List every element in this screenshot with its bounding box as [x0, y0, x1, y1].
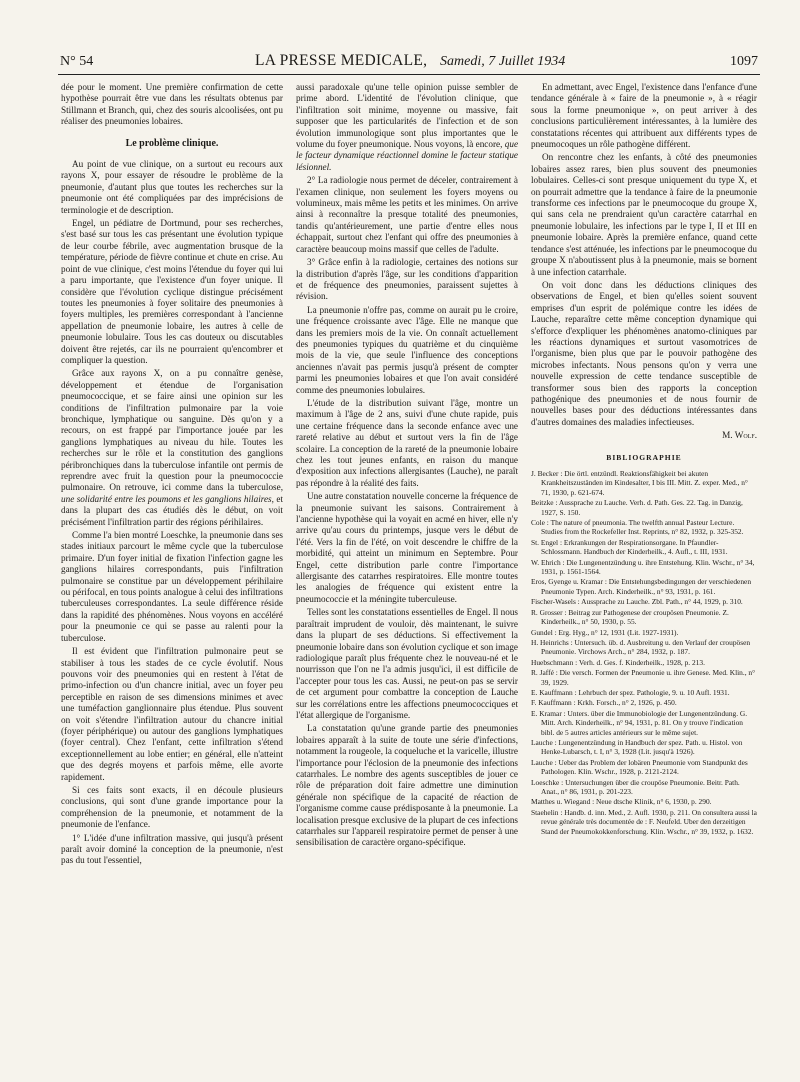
paragraph: On rencontre chez les enfants, à côté des pneumonies lobaires assez rares, bien plus souvent des pneumonies lobulaires. Celles-ci sont presque uniquement du type X, et on pourrait admettre que la tendance à faire de la pneumonie transforme ces infections par le pneumocoque du groupe X, qui sans cela ne prendraient qu'un caractère catarrhal en pneumonie lobulaire, les infections par le type I, II et III en pneumonie lobaire. Après la première enfance, quand cette tendance s'est atténuée, les infections par le pneumocoque du groupe X n'aboutissent plus à la pneumonie, mais se bornent à une infection catarrhale.: [531, 152, 757, 277]
text-run: aussi paradoxale qu'une telle opinion puisse sembler de prime abord. L'identité de l'évolution clinique, que l'infiltration soit minime, moyenne ou massive, fait supposer que les particularités de l'infection et de son évolution immunologique sont plus importantes que le volume du foyer pneumonique. Nous voyons, là encore,: [296, 82, 518, 150]
paragraph: Au point de vue clinique, on a surtout eu recours aux rayons X, pour essayer de résoudre le problème de la pneumonie, d'autant plus que toutes les recherches sur la pneumonie ont été compliquées par des imprécisions de terminologie et de description.: [61, 159, 283, 215]
bibliography-entry: W. Ehrich : Die Lungenentzündung u. ihre Entstehung. Klin. Wschr., n° 34, 1931, p. 1561-1564.: [531, 557, 755, 577]
bibliography-entry: Matthes u. Wiegand : Neue dtsche Klinik, n° 6, 1930, p. 290.: [531, 797, 712, 807]
bibliography-entry: Beitzke : Aussprache zu Lauche. Verh. d. Path. Ges. 22. Tag. in Danzig, 1927, S. 150.: [531, 498, 743, 517]
bibliography-entry: R. Jaffé : Die versch. Formen der Pneumonie u. ihre Genese. Med. Klin., n° 39, 1929.: [531, 668, 756, 687]
bibliography-entry: Gundel : Erg. Hyg., n° 12, 1931 (Lit. 1927-1931).: [531, 627, 679, 637]
page-number: 1097: [730, 54, 758, 69]
bibliography-entry: Staehelin : Handb. d. inn. Med., 2. Aufl. 1930, p. 211. On consultera aussi la revue générale très documentée de : F. Neufeld. Uber den derzeitigen Stand der Pneumokokkenforschung. Klin. Wschr., n° 39, 1932, p. 1632.: [531, 807, 757, 836]
bibliography-entry: F. Kauffmann : Krkh. Forsch., n° 2, 1926, p. 450.: [531, 698, 677, 708]
paragraph: 2° La radiologie nous permet de déceler, contrairement à l'examen clinique, non seulement les foyers moyens ou volumineux, mais même les petits et les minimes. On arrive ainsi à reconnaître la presque totalité des pneumonies, tandis qu'antérieurement, une partie d'entre elles nous échappait, surtout chez l'enfant qui offre des pneumonies à caractère beaucoup moins massif que celles de l'adulte.: [296, 175, 518, 254]
paragraph: Si ces faits sont exacts, il en découle plusieurs conclusions, qui sont d'une grande importance pour la compréhension de la pneumonie, et notamment de la pneumonie de l'enfance.: [61, 784, 283, 830]
section-heading: Le problème clinique.: [125, 137, 219, 149]
paragraph: La constatation qu'une grande partie des pneumonies lobaires apparaît à la suite de toute une série d'infections, notamment la rougeole, la coqueluche et la varicelle, illustre l'importance pour l'éclosion de la pneumonie des infections catarrhales. Le nombre des agents susceptibles de jouer ce rôle de préparation doit faire admettre une diminution générale non spécifique de la capacité de réaction de l'organisme comme cause prédisposante à la pneumonie. La localisation presque exclusive de la plupart de ces infections catarrhales sur l'appareil respiratoire permet de penser à une sensibilisation de caractère organo-spécifique.: [296, 723, 518, 848]
bibliography-entry: St. Engel : Erkrankungen der Respirationsorgane. In Pfaundler-Schlossmann. Handbuch der Kinderheilk., 4. Aufl., t. III, 1931.: [531, 537, 728, 557]
emphasis: une solidarité entre les poumons et les ganglions hilaires,: [61, 493, 274, 504]
paragraph: [296, 82, 518, 173]
issue-date: Samedi, 7 Juillet 1934: [440, 54, 566, 69]
header-rule: [58, 74, 760, 75]
text-run: Grâce aux rayons X, on a pu connaître genèse, développement et étendue de l'organisation pneumococcique, et se faire ainsi une opinion sur les conditions de l'infiltration pulmonaire par la voie bronchique, lymphatique ou sanguine. Dès qu'on y a recours, on est frappé par l'importance jouée par les ganglions lymphatiques au niveau du hile. Toutes les recherches sur le rôle et la constitution des ganglions péribronchiques dans la tuberculose infantile ont permis de reprendre avec fruit la question pour la pneumococcie pulmonaire. On retrouve, ici comme dans la tuberculose,: [61, 368, 283, 493]
paragraph: Comme l'a bien montré Loeschke, la pneumonie dans ses stades initiaux parcourt le même cycle que la tuberculose primaire. D'un foyer initial de fixation l'infection gagne les ganglions hilaires correspondants, puis l'infiltration pulmonaire se constitue par un développement périhilaire ou périfocal, en tous points analogue à celui des infiltrations tuberculeuses correspondantes. La seule différence réside dans la rapidité des phénomènes. Nous voyons en accéléré pour la pneumonie ce qui se passe au ralenti pour la tuberculose.: [61, 530, 283, 643]
bibliography-entry: Eros, Gyenge u. Kramar : Die Entstehungsbedingungen der verschiedenen Pneumonie Typen. Arch. Kinderheilk., n° 93, 1931, p. 161.: [531, 577, 752, 596]
text-run: et dans la plupart des cas étudiés dès le début, on voit précisément l'infiltration partir des régions périhilaires.: [61, 493, 283, 527]
bibliography-entry: J. Becker : Die örtl. entzündl. Reaktionsfähigkeit bei akuten Krankheitszuständen im Kindesalter, I bis III. Mitt. Z. exper. Med., n° 71, 1930, p. 621-674.: [531, 469, 748, 497]
bibliography-entry: Cole : The nature of pneumonia. The twelfth annual Pasteur Lecture. Studies from the Rockefeller Inst. Reprints, n° 82, 1932, p. 325-352.: [531, 518, 744, 537]
paragraph: Engel, un pédiatre de Dortmund, pour ses recherches, s'est basé sur tous les cas présentant une évolution typique de leur courbe fébrile, avec augmentation brusque de la température, période de fièvre continue et chute en crise. Au point de vue clinique, c'est moins l'étendue du foyer qui lui a paru importante, que l'existence d'un foyer unique. Il considère que l'évolution cyclique distingue précisément toutes les pneumonies à foyer solitaire des pneumonies à foyers multiples, les premières correspondant à l'ancienne appellation de pneumonie lobaire, les autres à celle de pneumonie lobulaire. Tous les cas douteux ou discutables doivent être rejetés, car ils ne pourraient qu'encombrer et compliquer la question.: [61, 218, 283, 365]
paragraph: L'étude de la distribution suivant l'âge, montre un maximum à l'âge de 2 ans, suivi d'une chute rapide, puis une certaine fréquence dans la seconde enfance avec une rareté relative au début et surtout vers la fin de l'âge scolaire. La conception de la rareté de la pneumonie lobaire chez les tout jeunes enfants, en raison du manque d'exposition aux infections allergisantes (Lauche), ne paraît pas répondre à la réalité des faits.: [296, 397, 518, 488]
bibliography-entry: R. Grosser : Beitrag zur Pathogenese der croupösen Pneumonie. Z. Kinderheilk., n° 50, 1930, p. 55.: [531, 607, 729, 627]
paragraph: On voit donc dans les déductions cliniques des observations de Engel, et bien qu'elles soient souvent emprises d'un esprit de polémique contre les idées de Lauche, reparaître cette même conception dynamique qui s'efforce d'expliquer les phénomènes anatomo-cliniques par les réactions dynamiques et surtout vasomotrices de l'organisme, bien plus que par le pouvoir pathogène des microbes infectants. Nous pensons qu'on y verra une nouvelle expression de cette tendance susceptible de transformer sous bien des rapports la conception pathogénique des pneumonies et de nous fournir de nouvelles bases pour des déductions intéressantes dans d'autres domaines des maladies infectieuses.: [531, 279, 757, 427]
paragraph: Une autre constatation nouvelle concerne la fréquence de la pneumonie suivant les saisons. Contrairement à l'ancienne hypothèse qui la voyait en acmé en hiver, elle n'y arrive qu'au cours du printemps, jusque vers le début de l'été. Vers la fin de l'été, on voit descendre le chiffre de la morbidité, qui atteint un minimum en Septembre. Pour Engel, cette distribution parle contre l'importance allergisante des catarrhes respiratoires. Elle montre toutes les analogies de fréquence qui existent entre la pneumococcie et la méningite tuberculeuse.: [296, 491, 518, 604]
paragraph: [61, 368, 283, 528]
paragraph: dée pour le moment. Une première confirmation de cette hypothèse pourrait être vue dans les résultats obtenus par Stillmann et Branch, qui, chez des souris alcoolisées, ont pu réaliser des pneumonies lobaires.: [61, 82, 283, 127]
column-1: [61, 82, 283, 1072]
bibliography-entry: E. Kauffmann : Lehrbuch der spez. Pathologie, 9. u. 10 Aufl. 1931.: [531, 687, 730, 697]
bibliography-entry: Lauche : Ueber das Problem der lobären Pneumonie vom Standpunkt des Pathologen. Klin. Wschr., 1928, p. 2121-2124.: [531, 757, 748, 777]
bibliography-list: [531, 469, 757, 836]
issue-number: N° 54: [60, 54, 94, 69]
page-header: [60, 50, 758, 72]
column-3: [531, 82, 757, 1072]
bibliography-entry: H. Heinrichs : Untersuch. üb. d. Ausbreitung u. den Verlauf der croupösen Pneumonie. Virchows Arch., n° 284, 1932, p. 187.: [531, 637, 751, 657]
bibliography-entry: Fischer-Wasels : Aussprache zu Lauche. Zbl. Path., n° 44, 1929, p. 310.: [531, 597, 743, 607]
column-2: [296, 82, 518, 1072]
author-signature: M. Wolf.: [722, 430, 757, 441]
bibliography-entry: E. Kramar : Unters. über die Immunobiologie der Lungenentzündung. G. Mitt. Arch. Kinderheilk., n° 94, 1931, p. 81. On y trouve l'indication bibl. de 5 autres articles antérieurs sur le même sujet.: [531, 708, 748, 737]
bibliography-entry: Loeschke : Untersuchungen über die croupöse Pneumonie. Beitr. Path. Anat., n° 86, 1931, p. 201-223.: [531, 777, 740, 796]
paragraph: 1° L'idée d'une infiltration massive, qui jusqu'à présent paraît avoir dominé la conception de la pneumonie, n'est pas du tout l'essentiel,: [61, 832, 283, 866]
bibliography-heading: BIBLIOGRAPHIE: [606, 452, 682, 462]
paragraph: Il est évident que l'infiltration pulmonaire peut se stabiliser à tous les stades de ce cycle évolutif. Nous pouvons voir des pneumonies qui en restent à l'état de primo-infection ou d'un chancre initial, avec un foyer peu perceptible en raison de ses dimensions minimes et avec une tuméfaction ganglionnaire plus étendue. Plus souvent on voit s'étendre l'infiltration autour du chancre initial (foyer périphérique) ou autour des ganglions lymphatiques (foyer central). Chez l'enfant, cette infiltration s'étend exceptionnellement au lobe entier; en général, elle n'atteint que des degrés moyens et parfois même, elle avorte rapidement.: [61, 646, 283, 782]
bibliography-entry: Lauche : Lungenentzündung in Handbuch der spez. Path. u. Histol. von Henke-Lubarsch, t. I, n° 3, 1928 (Lit. jusqu'à 1926).: [531, 737, 743, 757]
paragraph: Telles sont les constatations essentielles de Engel. Il nous paraîtrait imprudent de vouloir, dès maintenant, le suivre dans la plupart de ses déductions. Si effectivement la pneumonie lobaire dans son évolution cyclique et son image radiologique paraît plus fréquente chez le nouveau-né et le nourrisson que l'on ne l'a admis jusqu'ici, il est difficile de l'accepter pour tous les cas. Aussi, ne peut-on pas se servir de cet argument pour combattre la conception de Lauche sur les corrélations entre les affections pneumococciques et l'état allergique de l'organisme.: [296, 607, 518, 720]
journal-title: LA PRESSE MEDICALE,: [255, 52, 428, 69]
paragraph: La pneumonie n'offre pas, comme on aurait pu le croire, une fréquence croissante avec l'âge. Elle ne manque que dans les premiers mois de la vie. On connaît actuellement des pneumonies typiques du quatrième et du cinquième mois de la vie, que seule l'influence des conceptions anciennes n'avait pas permis jusqu'à présent de compter parmi les pneumonies lobaires et que l'on avait considéré comme des pneumonies lobulaires.: [296, 304, 518, 395]
paragraph: En admettant, avec Engel, l'existence dans l'enfance d'une tendance générale à « faire de la pneumonie », à « réagir sous la forme pneumonique », on peut arriver à des conclusions particulièrement intéressantes, à la lumière des constatations récentes qui attribuent aux différents types de pneumocoques un rôle pathogène différent.: [531, 82, 757, 150]
emphasis: que le facteur dynamique réactionnel domine le facteur statique lésionnel.: [296, 139, 518, 172]
paragraph: 3° Grâce enfin à la radiologie, certaines des notions sur la distribution d'après l'âge, sur les conditions d'apparition et de fréquence des pneumonies, paraissent sujettes à révision.: [296, 257, 518, 302]
bibliography-entry: Huebschmann : Verh. d. Ges. f. Kinderheilk., 1928, p. 213.: [531, 657, 705, 667]
